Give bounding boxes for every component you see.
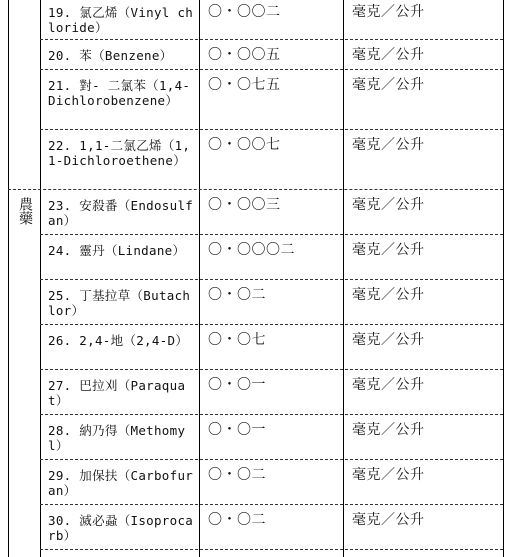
unit: 毫克／公升 (352, 377, 425, 393)
limit-value: 〇・〇二 (208, 467, 266, 483)
limit-value: 〇・〇七五 (208, 77, 281, 93)
substance-name: 24. 靈丹（Lindane） (48, 243, 186, 258)
unit: 毫克／公升 (352, 4, 425, 20)
limit-value: 〇・〇一 (208, 422, 266, 438)
table-border-left (8, 0, 9, 557)
row-divider (40, 369, 503, 371)
substance-name: 20. 苯（Benzene） (48, 48, 173, 63)
row-divider (40, 69, 503, 71)
substance-name: 30. 滅必蝨（Isoprocarb） (48, 513, 194, 543)
substance-name: 26. 2,4-地（2,4-D） (48, 333, 189, 348)
table-border-right (503, 0, 504, 557)
limit-value: 〇・〇〇五 (208, 47, 281, 63)
limit-value: 〇・〇七 (208, 332, 266, 348)
substance-name: 28. 納乃得（Methomyl） (48, 423, 186, 453)
row-divider (40, 234, 503, 236)
substance-name: 21. 對- 二氯苯（1,4-Dichlorobenzene） (48, 78, 191, 108)
limit-value: 〇・〇二 (208, 512, 266, 528)
unit: 毫克／公升 (352, 467, 425, 483)
limit-value: 〇・〇〇七 (208, 137, 281, 153)
substance-name: 29. 加保扶（Carbofuran） (48, 468, 194, 498)
unit: 毫克／公升 (352, 512, 425, 528)
row-divider (40, 279, 503, 281)
unit: 毫克／公升 (352, 422, 425, 438)
category-label: 農藥 (17, 197, 33, 225)
row-divider (40, 324, 503, 326)
row-divider (40, 459, 503, 461)
unit: 毫克／公升 (352, 137, 425, 153)
row-divider (40, 39, 503, 41)
substance-name: 25. 丁基拉草（Butachlor） (48, 288, 191, 318)
row-divider (40, 504, 503, 506)
unit: 毫克／公升 (352, 332, 425, 348)
row-divider (40, 129, 503, 131)
limit-value: 〇・〇〇〇二 (208, 242, 295, 258)
row-divider (40, 549, 503, 551)
limit-value: 〇・〇二 (208, 287, 266, 303)
unit: 毫克／公升 (352, 242, 425, 258)
substance-name: 27. 巴拉刈（Paraquat） (48, 378, 186, 408)
unit: 毫克／公升 (352, 197, 425, 213)
limit-value: 〇・〇〇二 (208, 4, 281, 20)
unit: 毫克／公升 (352, 47, 425, 63)
substance-name: 19. 氯乙烯（Vinyl chloride） (48, 5, 194, 35)
row-divider (40, 414, 503, 416)
substance-name: 23. 安殺番（Endosulfan） (48, 198, 194, 228)
limit-value: 〇・〇〇三 (208, 197, 281, 213)
unit: 毫克／公升 (352, 77, 425, 93)
unit: 毫克／公升 (352, 287, 425, 303)
row-divider (8, 189, 503, 191)
substance-name: 22. 1,1-二氯乙烯（1,1-Dichloroethene） (48, 138, 191, 168)
limit-value: 〇・〇一 (208, 377, 266, 393)
